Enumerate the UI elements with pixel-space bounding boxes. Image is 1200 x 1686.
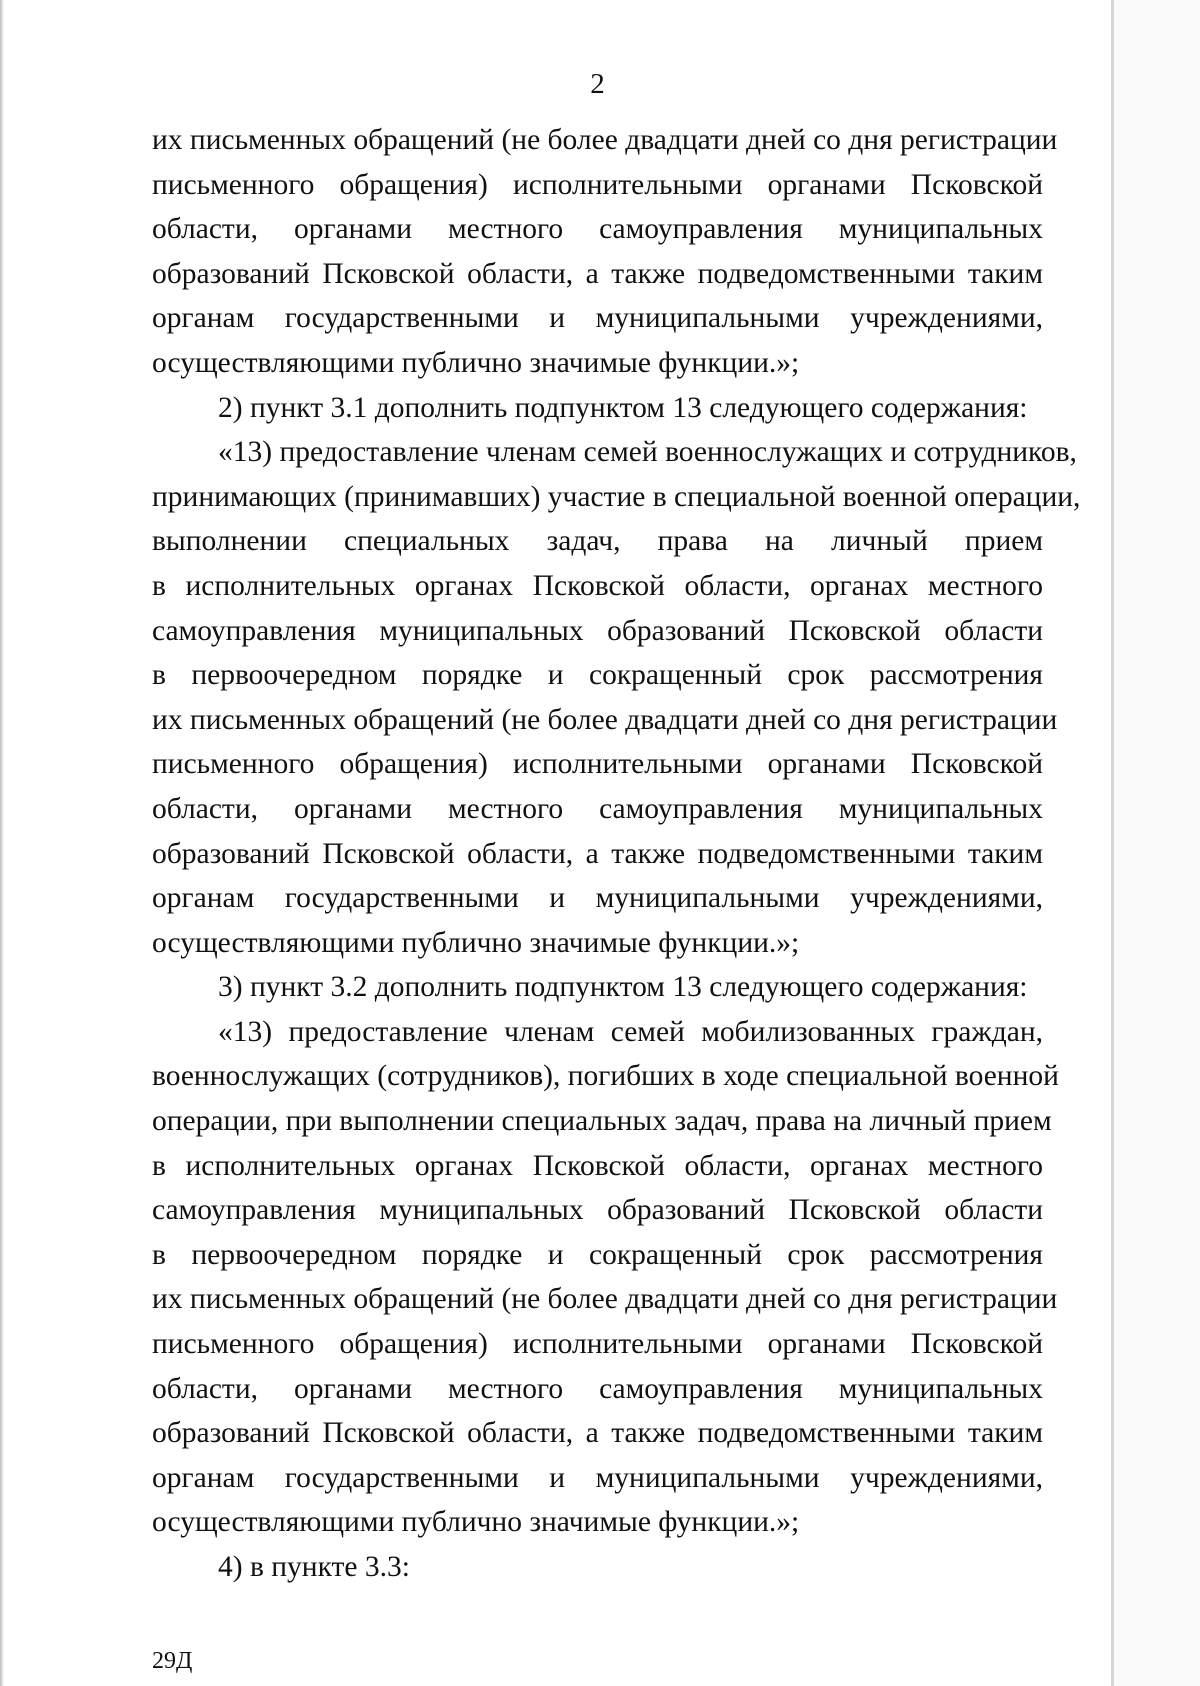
text-line: области, органами местного самоуправления муниципальных (152, 792, 1043, 825)
text-line: их письменных обращений (не более двадцати дней со дня регистрации (152, 1283, 1058, 1316)
scan-edge-left (0, 0, 4, 1686)
text-line: в исполнительных органах Псковской области, органах местного (152, 569, 1043, 602)
text-line: органам государственными и муниципальными учреждениями, (152, 1461, 1043, 1494)
text-line: области, органами местного самоуправления муниципальных (152, 1372, 1043, 1405)
text-line: в первоочередном порядке и сокращенный срок рассмотрения (152, 1238, 1043, 1271)
text-line: письменного обращения) исполнительными органами Псковской (152, 1328, 1043, 1361)
text-line: в исполнительных органах Псковской области, органах местного (152, 1149, 1043, 1182)
text-line: письменного обращения) исполнительными органами Псковской (152, 168, 1043, 201)
scan-edge-right (1111, 0, 1114, 1686)
text-line: самоуправления муниципальных образований Псковской области (152, 614, 1043, 647)
text-line: самоуправления муниципальных образований Псковской области (152, 1194, 1043, 1227)
text-line: их письменных обращений (не более двадцати дней со дня регистрации (152, 703, 1058, 736)
text-line: письменного обращения) исполнительными органами Псковской (152, 748, 1043, 781)
text-line: осуществляющими публично значимые функции.»; (152, 926, 800, 959)
text-line: образований Псковской области, а также подведомственными таким (152, 1417, 1043, 1450)
paragraph (152, 118, 1058, 386)
footer-document-code: 29Д (152, 1648, 193, 1674)
text-line: в первоочередном порядке и сокращенный срок рассмотрения (152, 659, 1043, 692)
text-line: «13) предоставление членам семей военнослужащих и сотрудников, (218, 436, 1077, 469)
text-line: области, органами местного самоуправления муниципальных (152, 213, 1043, 246)
text-line: образований Псковской области, а также подведомственными таким (152, 257, 1043, 290)
text-line: «13) предоставление членам семей мобилизованных граждан, (218, 1015, 1043, 1048)
text-line: принимающих (принимавших) участие в специальной военной операции, (152, 480, 1081, 513)
text-line: органам государственными и муниципальными учреждениями, (152, 882, 1043, 915)
text-line: выполнении специальных задач, права на личный прием (152, 525, 1043, 558)
paragraph (152, 386, 1043, 431)
page-number: 2 (590, 68, 605, 100)
document-body (152, 118, 1081, 1590)
text-line: образований Псковской области, а также подведомственными таким (152, 837, 1043, 870)
paragraph (152, 965, 1043, 1010)
text-line: осуществляющими публично значимые функции.»; (152, 346, 800, 379)
text-line: военнослужащих (сотрудников), погибших в ходе специальной военной (152, 1060, 1059, 1093)
text-line: 2) пункт 3.1 дополнить подпунктом 13 следующего содержания: (218, 391, 1028, 424)
paragraph (152, 430, 1081, 965)
text-line: их письменных обращений (не более двадцати дней со дня регистрации (152, 124, 1058, 156)
scan-margin-right (1114, 0, 1200, 1686)
text-line: операции, при выполнении специальных задач, права на личный прием (152, 1105, 1052, 1138)
text-line: 3) пункт 3.2 дополнить подпунктом 13 следующего содержания: (218, 971, 1028, 1004)
text-line: осуществляющими публично значимые функции.»; (152, 1506, 800, 1539)
paragraph (152, 1010, 1059, 1545)
paragraph (152, 1545, 1043, 1590)
text-line: органам государственными и муниципальными учреждениями, (152, 302, 1043, 335)
text-line: 4) в пункте 3.3: (218, 1551, 410, 1583)
